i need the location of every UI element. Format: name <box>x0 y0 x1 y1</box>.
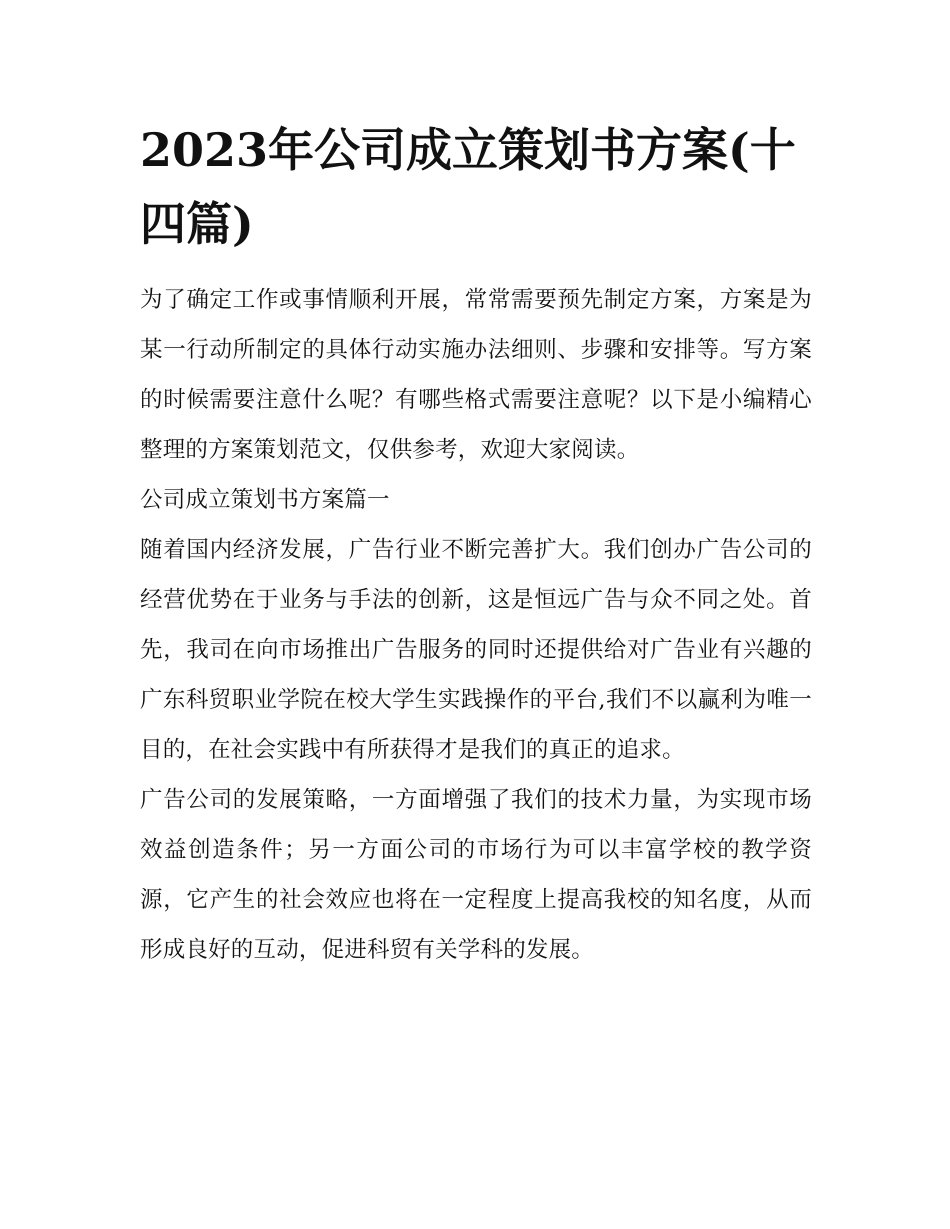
intro-paragraph: 为了确定工作或事情顺利开展，常常需要预先制定方案，方案是为某一行动所制定的具体行动实施办法细则、步骤和安排等。写方案的时候需要注意什么呢？有哪些格式需要注意呢？以下是小编精心整理的方案策划范文，仅供参考，欢迎大家阅读。 <box>140 287 812 463</box>
document-title: 2023年公司成立策划书方案(十四篇) <box>140 123 796 251</box>
body-paragraph: 随着国内经济发展，广告行业不断完善扩大。我们创办广告公司的经营优势在于业务与手法的创新，这是恒远广告与众不同之处。首先，我司在向市场推出广告服务的同时还提供给对广告业有兴趣的广东科贸职业学院在校大学生实践操作的平台,我们不以赢利为唯一目的，在社会实践中有所获得才是我们的真正的追求。 <box>140 537 812 763</box>
body-paragraph: 广告公司的发展策略，一方面增强了我们的技术力量，为实现市场效益创造条件；另一方面公司的市场行为可以丰富学校的教学资源，它产生的社会效应也将在一定程度上提高我校的知名度，从而形成良好的互动，促进科贸有关学科的发展。 <box>140 787 812 963</box>
section-heading: 公司成立策划书方案篇一 <box>140 487 390 513</box>
document-body <box>140 113 812 975</box>
